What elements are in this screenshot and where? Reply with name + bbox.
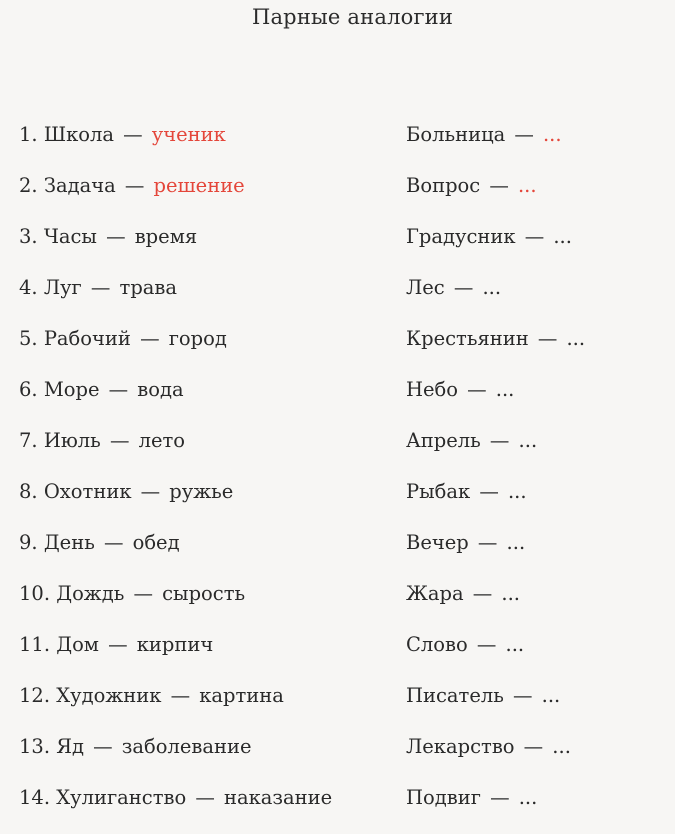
analogy-list: [19, 120, 669, 834]
dash-separator: —: [472, 582, 493, 605]
analogy-example-pair: [19, 426, 185, 456]
item-number: 3.: [19, 225, 38, 248]
dash-separator: —: [140, 480, 161, 503]
example-first-word: Охотник: [43, 480, 132, 503]
dash-separator: —: [109, 429, 130, 452]
analogy-example-pair: [19, 681, 284, 711]
dash-separator: —: [477, 531, 498, 554]
dash-separator: —: [453, 276, 474, 299]
example-first-word: Школа: [43, 123, 115, 146]
dash-separator: —: [108, 378, 129, 401]
example-first-word: Хулиганство: [56, 786, 187, 809]
example-second-word: ружье: [169, 480, 234, 503]
analogy-task-pair: [406, 681, 560, 711]
dash-separator: —: [489, 174, 509, 197]
example-second-word: сырость: [162, 582, 246, 605]
analogy-example-pair: [19, 273, 177, 303]
analogy-row: [19, 222, 669, 273]
analogy-row: [19, 120, 669, 171]
analogy-example-pair: [19, 630, 213, 660]
example-first-word: День: [43, 531, 95, 554]
analogy-example-pair: [19, 222, 197, 252]
analogy-task-pair: [406, 324, 585, 354]
analogy-task-pair: [406, 273, 501, 303]
example-first-word: Яд: [56, 735, 84, 758]
dash-separator: —: [93, 735, 113, 758]
example-second-word: заболевание: [121, 735, 252, 758]
dash-separator: —: [90, 276, 111, 299]
answer-blank: ...: [542, 123, 562, 146]
example-first-word: Рабочий: [43, 327, 131, 350]
task-word: Небо: [406, 378, 459, 401]
task-word: Больница: [406, 123, 506, 146]
item-number: 4.: [19, 276, 38, 299]
dash-separator: —: [106, 225, 126, 248]
example-second-word: решение: [153, 174, 245, 197]
dash-separator: —: [524, 225, 545, 248]
task-word: Жара: [406, 582, 464, 605]
page-title: Парные аналогии: [251, 5, 454, 29]
example-second-word: картина: [199, 684, 284, 707]
analogy-row: [19, 273, 669, 324]
analogy-task-pair: [406, 630, 524, 660]
analogy-task-pair: [406, 120, 562, 150]
analogy-row: [19, 579, 669, 630]
analogy-task-pair: [406, 171, 537, 201]
item-number: 14.: [19, 786, 51, 809]
analogy-task-pair: [406, 477, 527, 507]
analogy-row: [19, 783, 669, 834]
example-second-word: трава: [119, 276, 178, 299]
task-word: Градусник: [406, 225, 516, 248]
analogy-task-pair: [406, 783, 537, 813]
dash-separator: —: [108, 633, 128, 656]
analogy-example-pair: [19, 732, 252, 762]
dash-separator: —: [467, 378, 487, 401]
analogy-example-pair: [19, 120, 226, 150]
item-number: 10.: [19, 582, 51, 605]
analogy-example-pair: [19, 528, 180, 558]
task-word: Вопрос: [406, 174, 481, 197]
task-word: Вечер: [406, 531, 469, 554]
answer-blank: ...: [507, 480, 527, 503]
item-number: 5.: [19, 327, 38, 350]
analogy-example-pair: [19, 375, 184, 405]
item-number: 8.: [19, 480, 38, 503]
example-first-word: Дождь: [56, 582, 125, 605]
analogy-task-pair: [406, 579, 520, 609]
answer-blank: ...: [541, 684, 561, 707]
dash-separator: —: [140, 327, 160, 350]
example-first-word: Море: [43, 378, 100, 401]
analogy-row: [19, 477, 669, 528]
item-number: 12.: [19, 684, 51, 707]
example-second-word: время: [134, 225, 198, 248]
dash-separator: —: [195, 786, 215, 809]
dash-separator: —: [123, 123, 143, 146]
example-second-word: обед: [132, 531, 180, 554]
answer-blank: ...: [552, 735, 571, 758]
analogy-row: [19, 171, 669, 222]
analogy-row: [19, 324, 669, 375]
item-number: 6.: [19, 378, 38, 401]
example-second-word: лето: [138, 429, 186, 452]
analogy-task-pair: [406, 375, 514, 405]
dash-separator: —: [513, 684, 533, 707]
analogy-example-pair: [19, 171, 245, 201]
analogy-row: [19, 681, 669, 732]
item-number: 13.: [19, 735, 51, 758]
analogy-task-pair: [406, 732, 571, 762]
task-word: Крестьянин: [406, 327, 529, 350]
analogy-row: [19, 426, 669, 477]
example-second-word: город: [168, 327, 227, 350]
dash-separator: —: [170, 684, 191, 707]
dash-separator: —: [103, 531, 124, 554]
item-number: 2.: [19, 174, 38, 197]
analogy-task-pair: [406, 528, 525, 558]
example-second-word: ученик: [151, 123, 226, 146]
example-second-word: вода: [137, 378, 184, 401]
dash-separator: —: [514, 123, 534, 146]
analogy-example-pair: [19, 579, 245, 609]
dash-separator: —: [523, 735, 544, 758]
answer-blank: ...: [501, 582, 521, 605]
item-number: 9.: [19, 531, 38, 554]
item-number: 11.: [19, 633, 51, 656]
dash-separator: —: [133, 582, 153, 605]
example-second-word: кирпич: [136, 633, 214, 656]
analogy-example-pair: [19, 477, 233, 507]
analogy-task-pair: [406, 222, 572, 252]
example-first-word: Дом: [56, 633, 99, 656]
task-word: Слово: [406, 633, 468, 656]
example-first-word: Задача: [43, 174, 116, 197]
answer-blank: ...: [506, 531, 526, 554]
task-word: Подвиг: [406, 786, 481, 809]
analogy-row: [19, 375, 669, 426]
answer-blank: ...: [566, 327, 586, 350]
answer-blank: ...: [553, 225, 572, 248]
example-first-word: Художник: [56, 684, 162, 707]
answer-blank: ...: [505, 633, 525, 656]
dash-separator: —: [124, 174, 145, 197]
example-second-word: наказание: [223, 786, 333, 809]
item-number: 7.: [19, 429, 38, 452]
analogy-example-pair: [19, 324, 227, 354]
answer-blank: ...: [495, 378, 515, 401]
answer-blank: ...: [482, 276, 502, 299]
analogy-task-pair: [406, 426, 537, 456]
task-word: Лекарство: [406, 735, 515, 758]
answer-blank: ...: [518, 786, 538, 809]
dash-separator: —: [537, 327, 558, 350]
example-first-word: Луг: [43, 276, 82, 299]
task-word: Рыбак: [406, 480, 471, 503]
analogy-row: [19, 630, 669, 681]
task-word: Лес: [406, 276, 445, 299]
answer-blank: ...: [518, 429, 538, 452]
analogy-row: [19, 732, 669, 783]
example-first-word: Июль: [43, 429, 101, 452]
dash-separator: —: [476, 633, 497, 656]
analogy-example-pair: [19, 783, 332, 813]
analogy-row: [19, 528, 669, 579]
answer-blank: ...: [517, 174, 537, 197]
dash-separator: —: [479, 480, 499, 503]
item-number: 1.: [19, 123, 38, 146]
dash-separator: —: [490, 786, 510, 809]
task-word: Писатель: [406, 684, 504, 707]
example-first-word: Часы: [43, 225, 97, 248]
dash-separator: —: [489, 429, 510, 452]
task-word: Апрель: [406, 429, 481, 452]
